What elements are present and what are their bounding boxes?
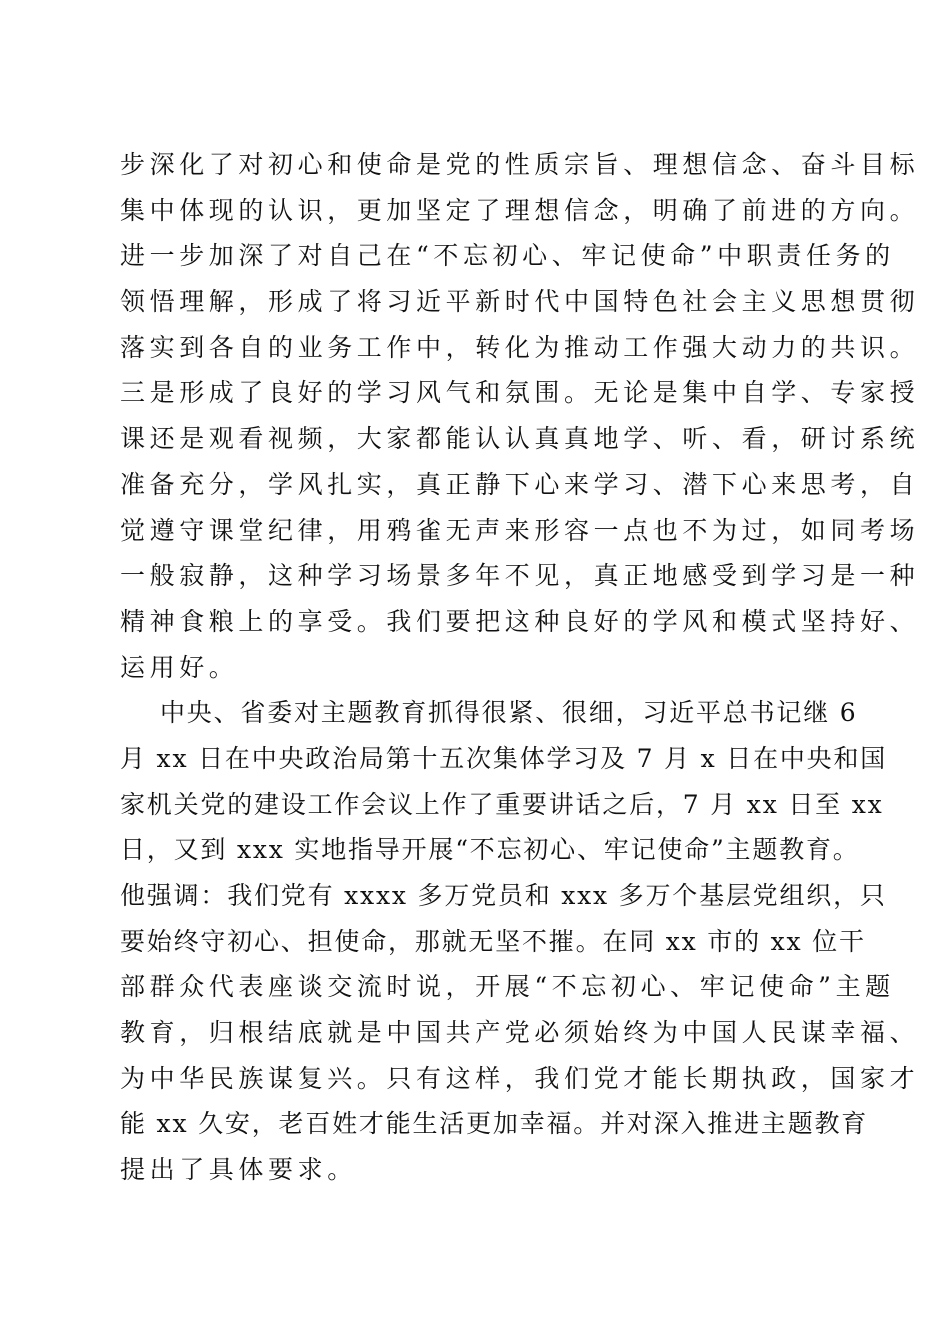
paragraph-line: 为中华民族谋复兴。只有这样，我们党才能长期执政，国家才 <box>120 1063 920 1093</box>
paragraph-line: 落实到各自的业务工作中，转化为推动工作强大动力的共识。 <box>120 332 920 362</box>
paragraph-line: 领悟理解，形成了将习近平新时代中国特色社会主义思想贯彻 <box>120 287 920 317</box>
paragraph-line: 中央、省委对主题教育抓得很紧、很细，习近平总书记继 6 <box>160 698 858 728</box>
paragraph-line: 课还是观看视频，大家都能认认真真地学、听、看，研讨系统 <box>120 424 920 454</box>
paragraph-line: 要始终守初心、担使命，那就无坚不摧。在同 xx 市的 xx 位干 <box>120 926 866 956</box>
paragraph-line: 集中体现的认识，更加坚定了理想信念，明确了前进的方向。 <box>120 195 920 225</box>
paragraph-line: 运用好。 <box>120 652 239 682</box>
paragraph-line: 他强调：我们党有 xxxx 多万党员和 xxx 多万个基层党组织，只 <box>120 881 887 910</box>
paragraph-line: 家机关党的建设工作会议上作了重要讲话之后，7 月 xx 日至 xx <box>120 789 884 819</box>
document-body <box>120 142 920 1193</box>
paragraph-line: 日，又到 xxx 实地指导开展“不忘初心、牢记使命”主题教育。 <box>120 835 860 865</box>
paragraph-line: 进一步加深了对自己在“不忘初心、牢记使命”中职责任务的 <box>120 241 895 271</box>
paragraph-line: 部群众代表座谈交流时说，开展“不忘初心、牢记使命”主题 <box>120 972 895 1002</box>
paragraph-line: 准备充分，学风扎实，真正静下心来学习、潜下心来思考，自 <box>120 469 920 499</box>
paragraph-line: 教育，归根结底就是中国共产党必须始终为中国人民谋幸福、 <box>120 1018 920 1048</box>
paragraph-line: 精神食粮上的享受。我们要把这种良好的学风和模式坚持好、 <box>120 606 920 636</box>
paragraph-line: 月 xx 日在中央政治局第十五次集体学习及 7 月 x 日在中央和国 <box>120 743 888 773</box>
paragraph-line: 能 xx 久安，老百姓才能生活更加幸福。并对深入推进主题教育 <box>120 1109 869 1139</box>
paragraph-line: 提出了具体要求。 <box>120 1155 357 1185</box>
paragraph-line: 步深化了对初心和使命是党的性质宗旨、理想信念、奋斗目标 <box>120 150 920 179</box>
paragraph-line: 一般寂静，这种学习场景多年不见，真正地感受到学习是一种 <box>120 561 920 591</box>
paragraph-line: 三是形成了良好的学习风气和氛围。无论是集中自学、专家授 <box>120 378 920 408</box>
paragraph-1 <box>120 142 920 690</box>
paragraph-2 <box>120 690 920 1193</box>
paragraph-line: 觉遵守课堂纪律，用鸦雀无声来形容一点也不为过，如同考场 <box>120 515 920 545</box>
